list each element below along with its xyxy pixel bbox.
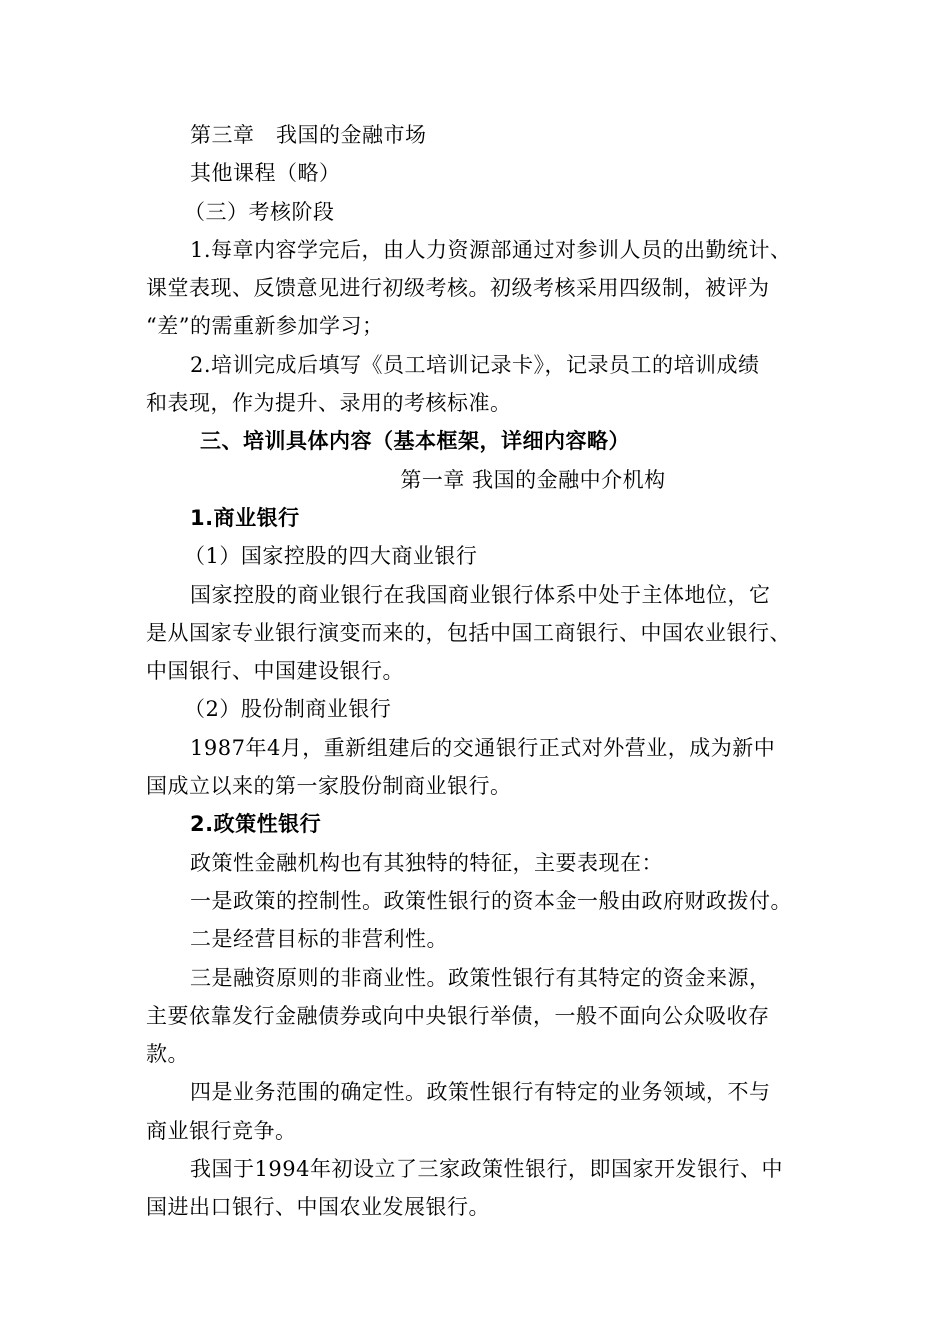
paragraph-line: 国成立以来的第一家股份制商业银行。 <box>146 774 512 799</box>
paragraph-line: 1.每章内容学完后，由人力资源部通过对参训人员的出勤统计、 <box>190 237 792 262</box>
paragraph-line: 我国于1994年初设立了三家政策性银行，即国家开发银行、中 <box>190 1157 783 1182</box>
paragraph-line: 商业银行竞争。 <box>146 1118 297 1143</box>
paragraph-line: 2.培训完成后填写《员工培训记录卡》，记录员工的培训成绩 <box>190 352 760 377</box>
policy-bank-heading: 2.政策性银行 <box>190 812 322 837</box>
paragraph-line: 是从国家专业银行演变而来的，包括中国工商银行、中国农业银行、 <box>146 620 791 645</box>
other-courses-line: 其他课程（略） <box>190 161 341 186</box>
document-body <box>146 116 810 1227</box>
paragraph-line: 主要依靠发行金融债券或向中央银行举债，一般不面向公众吸收存 <box>146 1003 770 1028</box>
paragraph-line: “差”的需重新参加学习； <box>146 314 384 339</box>
subheading-joint-stock-banks: （2）股份制商业银行 <box>184 697 392 722</box>
paragraph-line: 国家控股的商业银行在我国商业银行体系中处于主体地位，它 <box>190 582 771 607</box>
paragraph-line: 款。 <box>146 1042 189 1067</box>
subheading-state-banks: （1）国家控股的四大商业银行 <box>184 544 478 569</box>
paragraph-line: 课堂表现、反馈意见进行初级考核。初级考核采用四级制，被评为 <box>146 276 770 301</box>
commercial-bank-heading: 1.商业银行 <box>190 505 300 530</box>
paragraph-line: 1987年4月，重新组建后的交通银行正式对外营业，成为新中 <box>190 735 776 760</box>
chapter-one-title: 第一章 我国的金融中介机构 <box>400 467 666 492</box>
paragraph-line: 一是政策的控制性。政策性银行的资本金一般由政府财政拨付。 <box>190 888 792 913</box>
paragraph-line: 三是融资原则的非商业性。政策性银行有其特定的资金来源， <box>190 965 771 990</box>
paragraph-line: 四是业务范围的确定性。政策性银行有特定的业务领域，不与 <box>190 1080 771 1105</box>
paragraph-line: 和表现，作为提升、录用的考核标准。 <box>146 391 512 416</box>
chapter-three-line: 第三章 我国的金融市场 <box>190 123 427 147</box>
section-three-heading: 三、培训具体内容（基本框架，详细内容略） <box>200 429 630 454</box>
paragraph-line: 二是经营目标的非营利性。 <box>190 927 448 952</box>
paragraph-line: 国进出口银行、中国农业发展银行。 <box>146 1195 490 1220</box>
paragraph-line: 政策性金融机构也有其独特的特征，主要表现在： <box>190 850 663 875</box>
paragraph-line: 中国银行、中国建设银行。 <box>146 659 404 684</box>
assessment-stage-heading: （三）考核阶段 <box>184 199 335 224</box>
